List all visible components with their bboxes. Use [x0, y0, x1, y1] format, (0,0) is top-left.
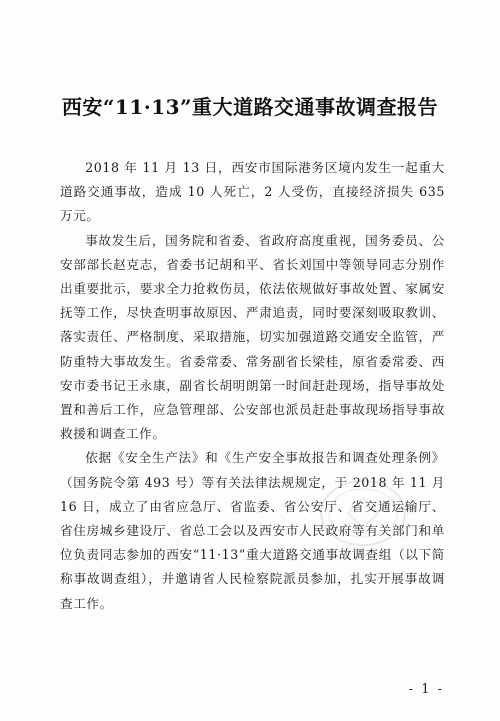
page-number: - 1 -	[408, 682, 444, 697]
paragraph-1: 2018 年 11 月 13 日，西安市国际港务区境内发生一起重大道路交通事故，造成 10 人死亡，2 人受伤，直接经济损失 635 万元。	[60, 160, 445, 224]
paragraph-3: 依据《安全生产法》和《生产安全事故报告和调查处理条例》（国务院令第 493 号）等有关法律法规规定，于 2018 年 11 月 16 日，成立了由省应急厅、省监委、省公安厅、省交通运输厅、省住房城乡建设厅、省总工会以及西安市人民政府等有关部门和单位负责同志参加的西安“11·13”重大道路交通事故调查组（以下简称事故调查组），并邀请省人民检察院派员参加，扎实开展事故调查工作。	[60, 450, 445, 611]
watermark-stamp-icon	[318, 478, 408, 548]
paragraph-2: 事故发生后，国务院和省委、省政府高度重视，国务委员、公安部部长赵克志，省委书记胡和平、省长刘国中等领导同志分别作出重要批示，要求全力抢救伤员，依法依规做好事故处置、家属安抚等工作，尽快查明事故原因、严肃追责，同时要深刻吸取教训、落实责任、严格制度、采取措施，切实加强道路交通安全监管，严防重特大事故发生。省委常委、常务副省长梁桂，原省委常委、西安市委书记王永康，副省长胡明朗第一时间赶赴现场，指导事故处置和善后工作，应急管理部、公安部也派员赶赴事故现场指导事故救援和调查工作。	[60, 232, 445, 442]
document-title: 西安“11·13”重大道路交通事故调查报告	[61, 95, 439, 119]
